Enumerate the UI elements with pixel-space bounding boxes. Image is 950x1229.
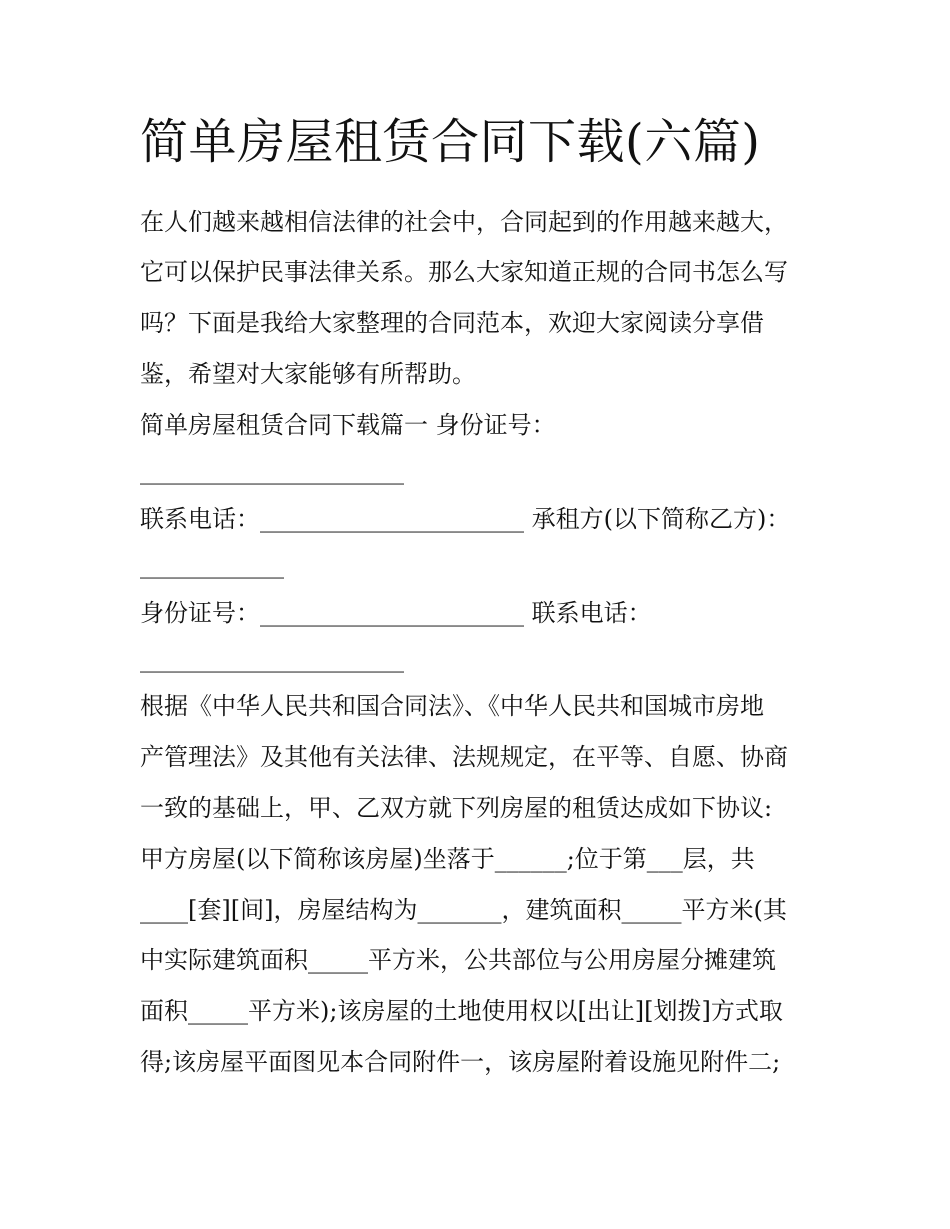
- section-heading-1: 简单房屋租赁合同下载篇一 身份证号：: [140, 411, 556, 439]
- intro-line-2: 它可以保护民事法律关系。那么大家知道正规的合同书怎么写: [140, 258, 788, 286]
- basis-line-3: 一致的基础上，甲、乙双方就下列房屋的租赁达成如下协议:: [140, 794, 773, 822]
- blank-id-number-lessor: ______________________: [140, 457, 404, 485]
- intro-line-3: 吗？下面是我给大家整理的合同范本，欢迎大家阅读分享借: [140, 309, 764, 337]
- blank-lessee-phone: ______________________: [140, 645, 404, 673]
- phone-and-lessee-line: 联系电话：______________________ 承租方(以下简称乙方)：: [140, 505, 791, 533]
- basis-line-1: 根据《中华人民共和国合同法》、《中华人民共和国城市房地: [140, 692, 764, 720]
- property-line-1: 甲方房屋(以下简称该房屋)坐落于______;位于第___层，共: [140, 845, 755, 873]
- property-line-2: ____[套][间]，房屋结构为_______，建筑面积_____平方米(其: [140, 896, 787, 924]
- property-line-4: 面积_____平方米);该房屋的土地使用权以[出让][划拨]方式取: [140, 997, 783, 1025]
- intro-line-1: 在人们越来越相信法律的社会中，合同起到的作用越来越大，: [140, 208, 788, 236]
- property-line-5: 得;该房屋平面图见本合同附件一，该房屋附着设施见附件二;: [140, 1048, 781, 1076]
- id-and-phone-line: 身份证号：______________________ 联系电话：: [140, 599, 652, 627]
- basis-line-2: 产管理法》及其他有关法律、法规规定，在平等、自愿、协商: [140, 743, 788, 771]
- intro-line-4: 鉴，希望对大家能够有所帮助。: [140, 360, 476, 388]
- document-title: 简单房屋租赁合同下载(六篇): [140, 114, 761, 170]
- property-line-3: 中实际建筑面积_____平方米，公共部位与公用房屋分摊建筑: [140, 946, 776, 974]
- blank-lessee-name: ____________: [140, 551, 284, 579]
